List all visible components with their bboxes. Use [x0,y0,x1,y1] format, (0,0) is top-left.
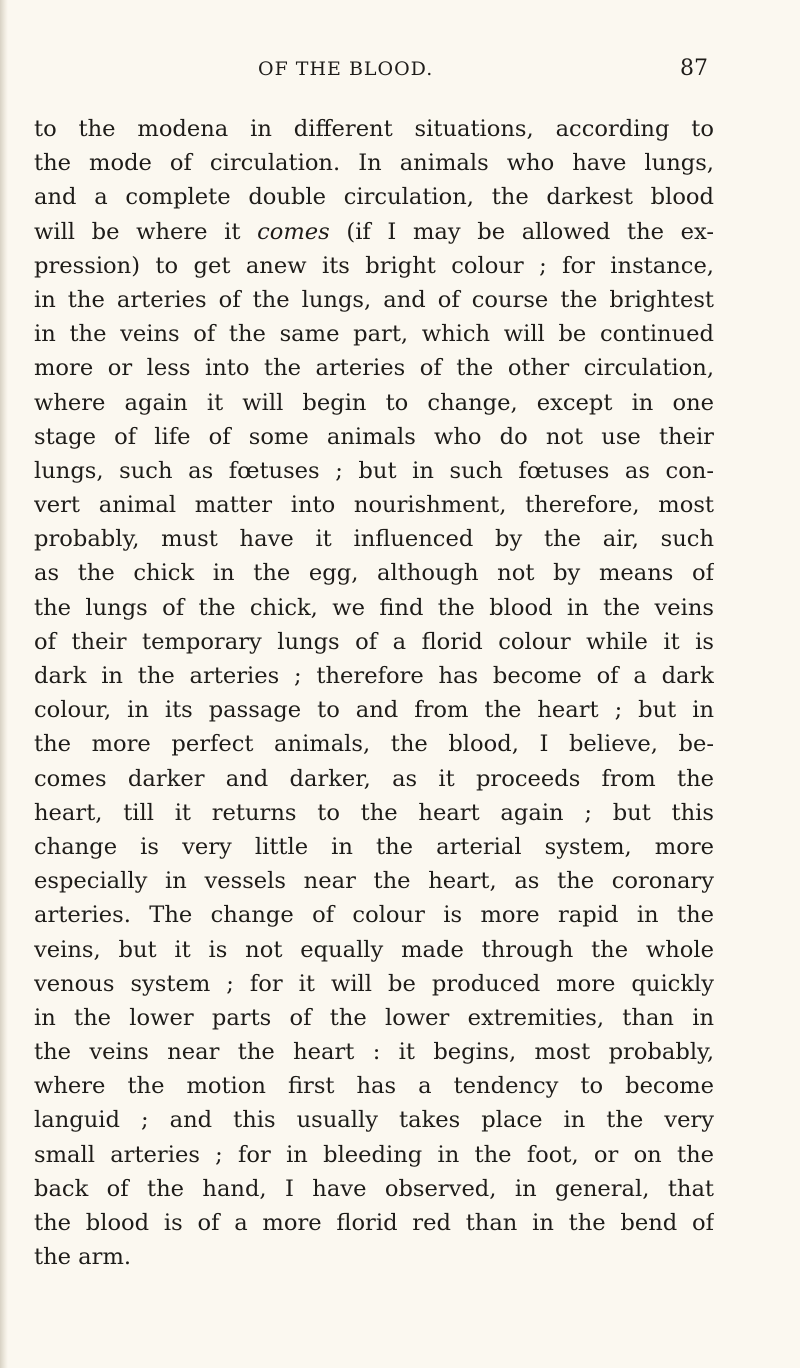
text-line: heart, till it returns to the heart again ; but this [34,799,714,826]
text-line: of their temporary lungs of a florid colour while it is [34,628,714,655]
text-line [34,215,714,249]
text-line: pression) to get anew its bright colour ; for instance, [34,252,714,279]
running-head [258,58,708,90]
text-line: probably, must have it influenced by the air, such [34,526,714,553]
text-line: the arm. [34,1244,132,1271]
text-line: more or less into the arteries of the other circulation, [34,355,714,382]
text-line: comes darker and darker, as it proceeds from the [34,765,714,792]
text-line: small arteries ; for in bleeding in the foot, or on the [34,1141,714,1168]
text-line: especially in vessels near the heart, as the coronary [34,868,714,895]
text-line: lungs, such as fœtuses ; but in such fœtuses as con- [34,457,714,484]
running-title: OF THE BLOOD. [258,58,434,80]
text-line: veins, but it is not equally made through the whole [34,936,714,963]
text-line: colour, in its passage to and from the heart ; but in [34,697,714,724]
text-line: change is very little in the arterial system, more [34,833,714,860]
text-line: where the motion first has a tendency to become [34,1073,714,1100]
text-line: in the veins of the same part, which will be continued [34,321,714,348]
text-line: the more perfect animals, the blood, I believe, be- [34,731,714,758]
text-line: and a complete double circulation, the darkest blood [34,184,714,211]
text-run: (if I may be allowed the ex- [329,218,714,245]
page-number: 87 [680,56,708,81]
text-line: in the arteries of the lungs, and of course the brightest [34,286,714,313]
text-line: arteries. The change of colour is more rapid in the [34,902,714,929]
text-line: venous system ; for it will be produced more quickly [34,970,714,997]
text-line: the mode of circulation. In animals who have lungs, [34,150,714,177]
text-line: the blood is of a more florid red than in the bend of [34,1210,714,1236]
page-edge-shadow [0,0,8,1368]
text-run: will be where it [34,218,258,245]
text-line: stage of life of some animals who do not use their [34,423,714,450]
text-line: in the lower parts of the lower extremities, than in [34,1004,714,1031]
body-text [34,112,714,1274]
text-line: to the modena in different situations, according to [34,116,714,142]
text-line: where again it will begin to change, except in one [34,389,714,416]
text-line: vert animal matter into nourishment, therefore, most [34,492,714,519]
text-line: back of the hand, I have observed, in general, that [34,1175,714,1202]
text-line: the lungs of the chick, we find the blood in the veins [34,594,714,621]
italic-text-run: comes [257,218,330,245]
text-line: the veins near the heart : it begins, most probably, [34,1039,714,1066]
text-line: languid ; and this usually takes place in the very [34,1107,714,1134]
text-line: dark in the arteries ; therefore has become of a dark [34,663,714,689]
text-line: as the chick in the egg, although not by means of [34,560,714,587]
